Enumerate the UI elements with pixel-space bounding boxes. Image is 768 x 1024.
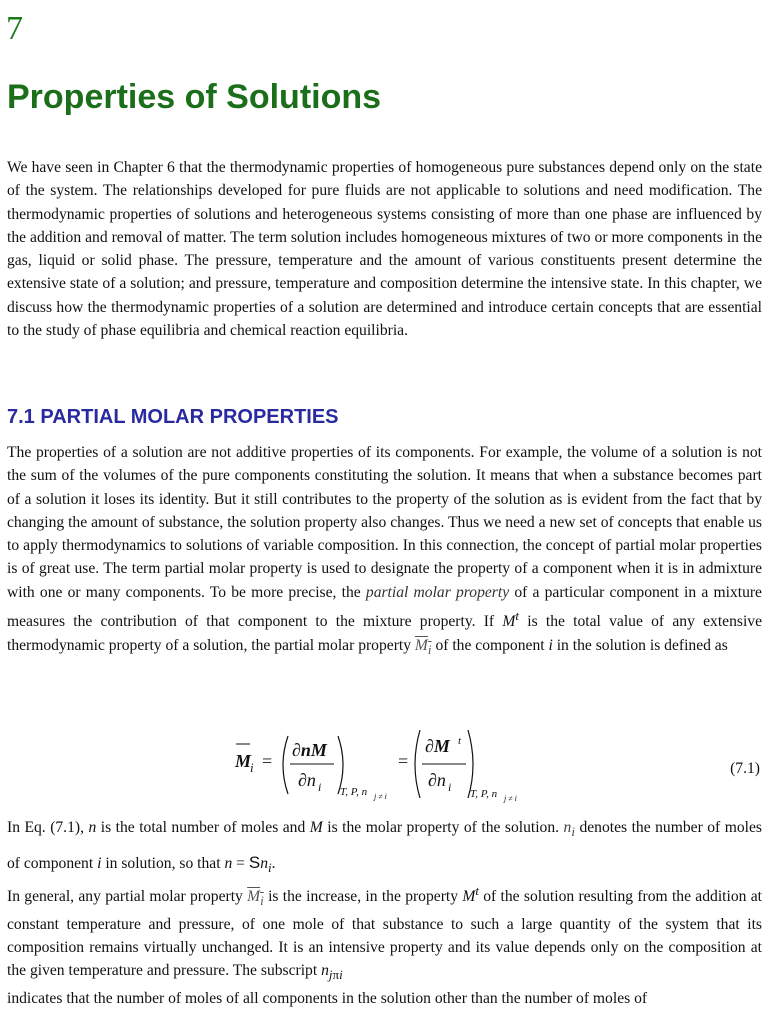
subscript-nj-ne-i: $n_{j\pi i}$ — [321, 962, 343, 983]
chapter-title: Properties of Solutions — [7, 78, 382, 116]
p1-italic-term: partial molar property — [365, 583, 510, 601]
symbol-Mi-bar-2: $M_i$ — [247, 888, 264, 909]
section-paragraph-1 — [7, 441, 762, 661]
eq-num-2: ∂M — [425, 736, 450, 756]
symbol-i: i — [548, 636, 553, 654]
eq-num-1: ∂nM — [292, 740, 327, 760]
eq-cond-1: T, P, n — [340, 786, 368, 798]
intro-paragraph: We have seen in Chapter 6 that the thermodynamic properties of homogeneous pure substances depend only on the state of the system. The relationships developed for pure fluids are not applicable to solutions and need modification. The thermodynamic properties of solutions and heterogeneous systems consisting of more than one phase are influenced by the addition and removal of matter. The term solution includes homogeneous mixtures of two or more components in the gas, liquid or solid phase. The pressure, temperature and the amount of various constituents present determine the extensive state of a solution; and pressure, temperature and composition determine the intensive state. In this chapter, we discuss how the thermodynamic properties of a solution are determined and introduce certain concepts that are essential to the study of phase equilibria and chemical reaction equilibria. — [7, 159, 762, 340]
sum-expression: $n = Sn_i$ — [224, 853, 272, 876]
section-paragraph-3: In general, any partial molar property $M_i$ is the increase, in the property $M^t$ of the solution resulting from the addition at constant temperature and pressure, of one mole of that substance to such a large quantity of the system that its composition remains virtually unchanged. It is an intensive property and its value depends only on the composition at the given temperature and pressure. The subscript $n_{j\pi i}$ indicates that the number of moles of all components in the solution other than the number of moles of — [7, 883, 762, 1007]
section-heading: 7.1 PARTIAL MOLAR PROPERTIES — [7, 406, 339, 428]
eq-den-1-sub: i — [318, 780, 322, 794]
section-paragraph-2: In Eq. (7.1), n is the total number of moles and M is the molar property of the solution. $n_i$ denotes the number of moles of component i in solution, so that $n = Sn_i$. — [7, 819, 762, 876]
p1-text-c: is the total value of any extensive thermodynamic property of a solution, the partial molar property — [7, 613, 762, 654]
eq-cond-1-sub: j ≠ i — [374, 792, 387, 801]
equation-number: (7.1) — [730, 760, 760, 777]
equation-7-1 — [0, 722, 768, 808]
eq-den-1: ∂n — [298, 770, 316, 790]
symbol-Mi-bar: $M_i$ — [414, 636, 432, 657]
eq-cond-2: T, P, n — [470, 788, 498, 800]
chapter-number: 7 — [6, 10, 23, 47]
symbol-n: n — [88, 819, 97, 836]
p1-text-b: of a particular component in a mixture measures the contribution of that component to the mixture property. If — [7, 583, 762, 631]
symbol-M: M — [309, 819, 323, 836]
eq-equals-2: = — [398, 751, 409, 771]
eq-lhs: M — [235, 751, 252, 771]
p1-text-d: of the component — [431, 636, 549, 654]
eq-cond-2-sub: j ≠ i — [504, 794, 517, 803]
symbol-ni: $n_i$ — [563, 819, 575, 840]
eq-lhs-sub: i — [250, 760, 254, 775]
eq-num-2-sup: t — [458, 735, 462, 747]
eq-den-2-sub: i — [448, 780, 452, 794]
eq-den-2: ∂n — [428, 770, 446, 790]
symbol-Mt-2: $M^t$ — [462, 883, 479, 906]
symbol-Mt: $M^t$ — [502, 608, 519, 631]
p1-text-e: in the solution is defined as — [552, 636, 728, 654]
p1-text-a: The properties of a solution are not additive properties of its components. For example, the volume of a solution is not the sum of the volumes of the pure components constituting the solution. It means that when a substance becomes part of a solution it loses its identity. But it still contributes to the property of the solution as is evident from the fact that by changing the amount of substance, the solution property also changes. Thus we need a new set of concepts that enable us to apply thermodynamics to solutions of variable composition. In this connection, the concept of partial molar properties is of great use. The term partial molar property is used to designate the property of a component when it is in admixture with one or many components. To be more precise, the — [7, 444, 762, 601]
eq-equals-1: = — [262, 751, 273, 771]
